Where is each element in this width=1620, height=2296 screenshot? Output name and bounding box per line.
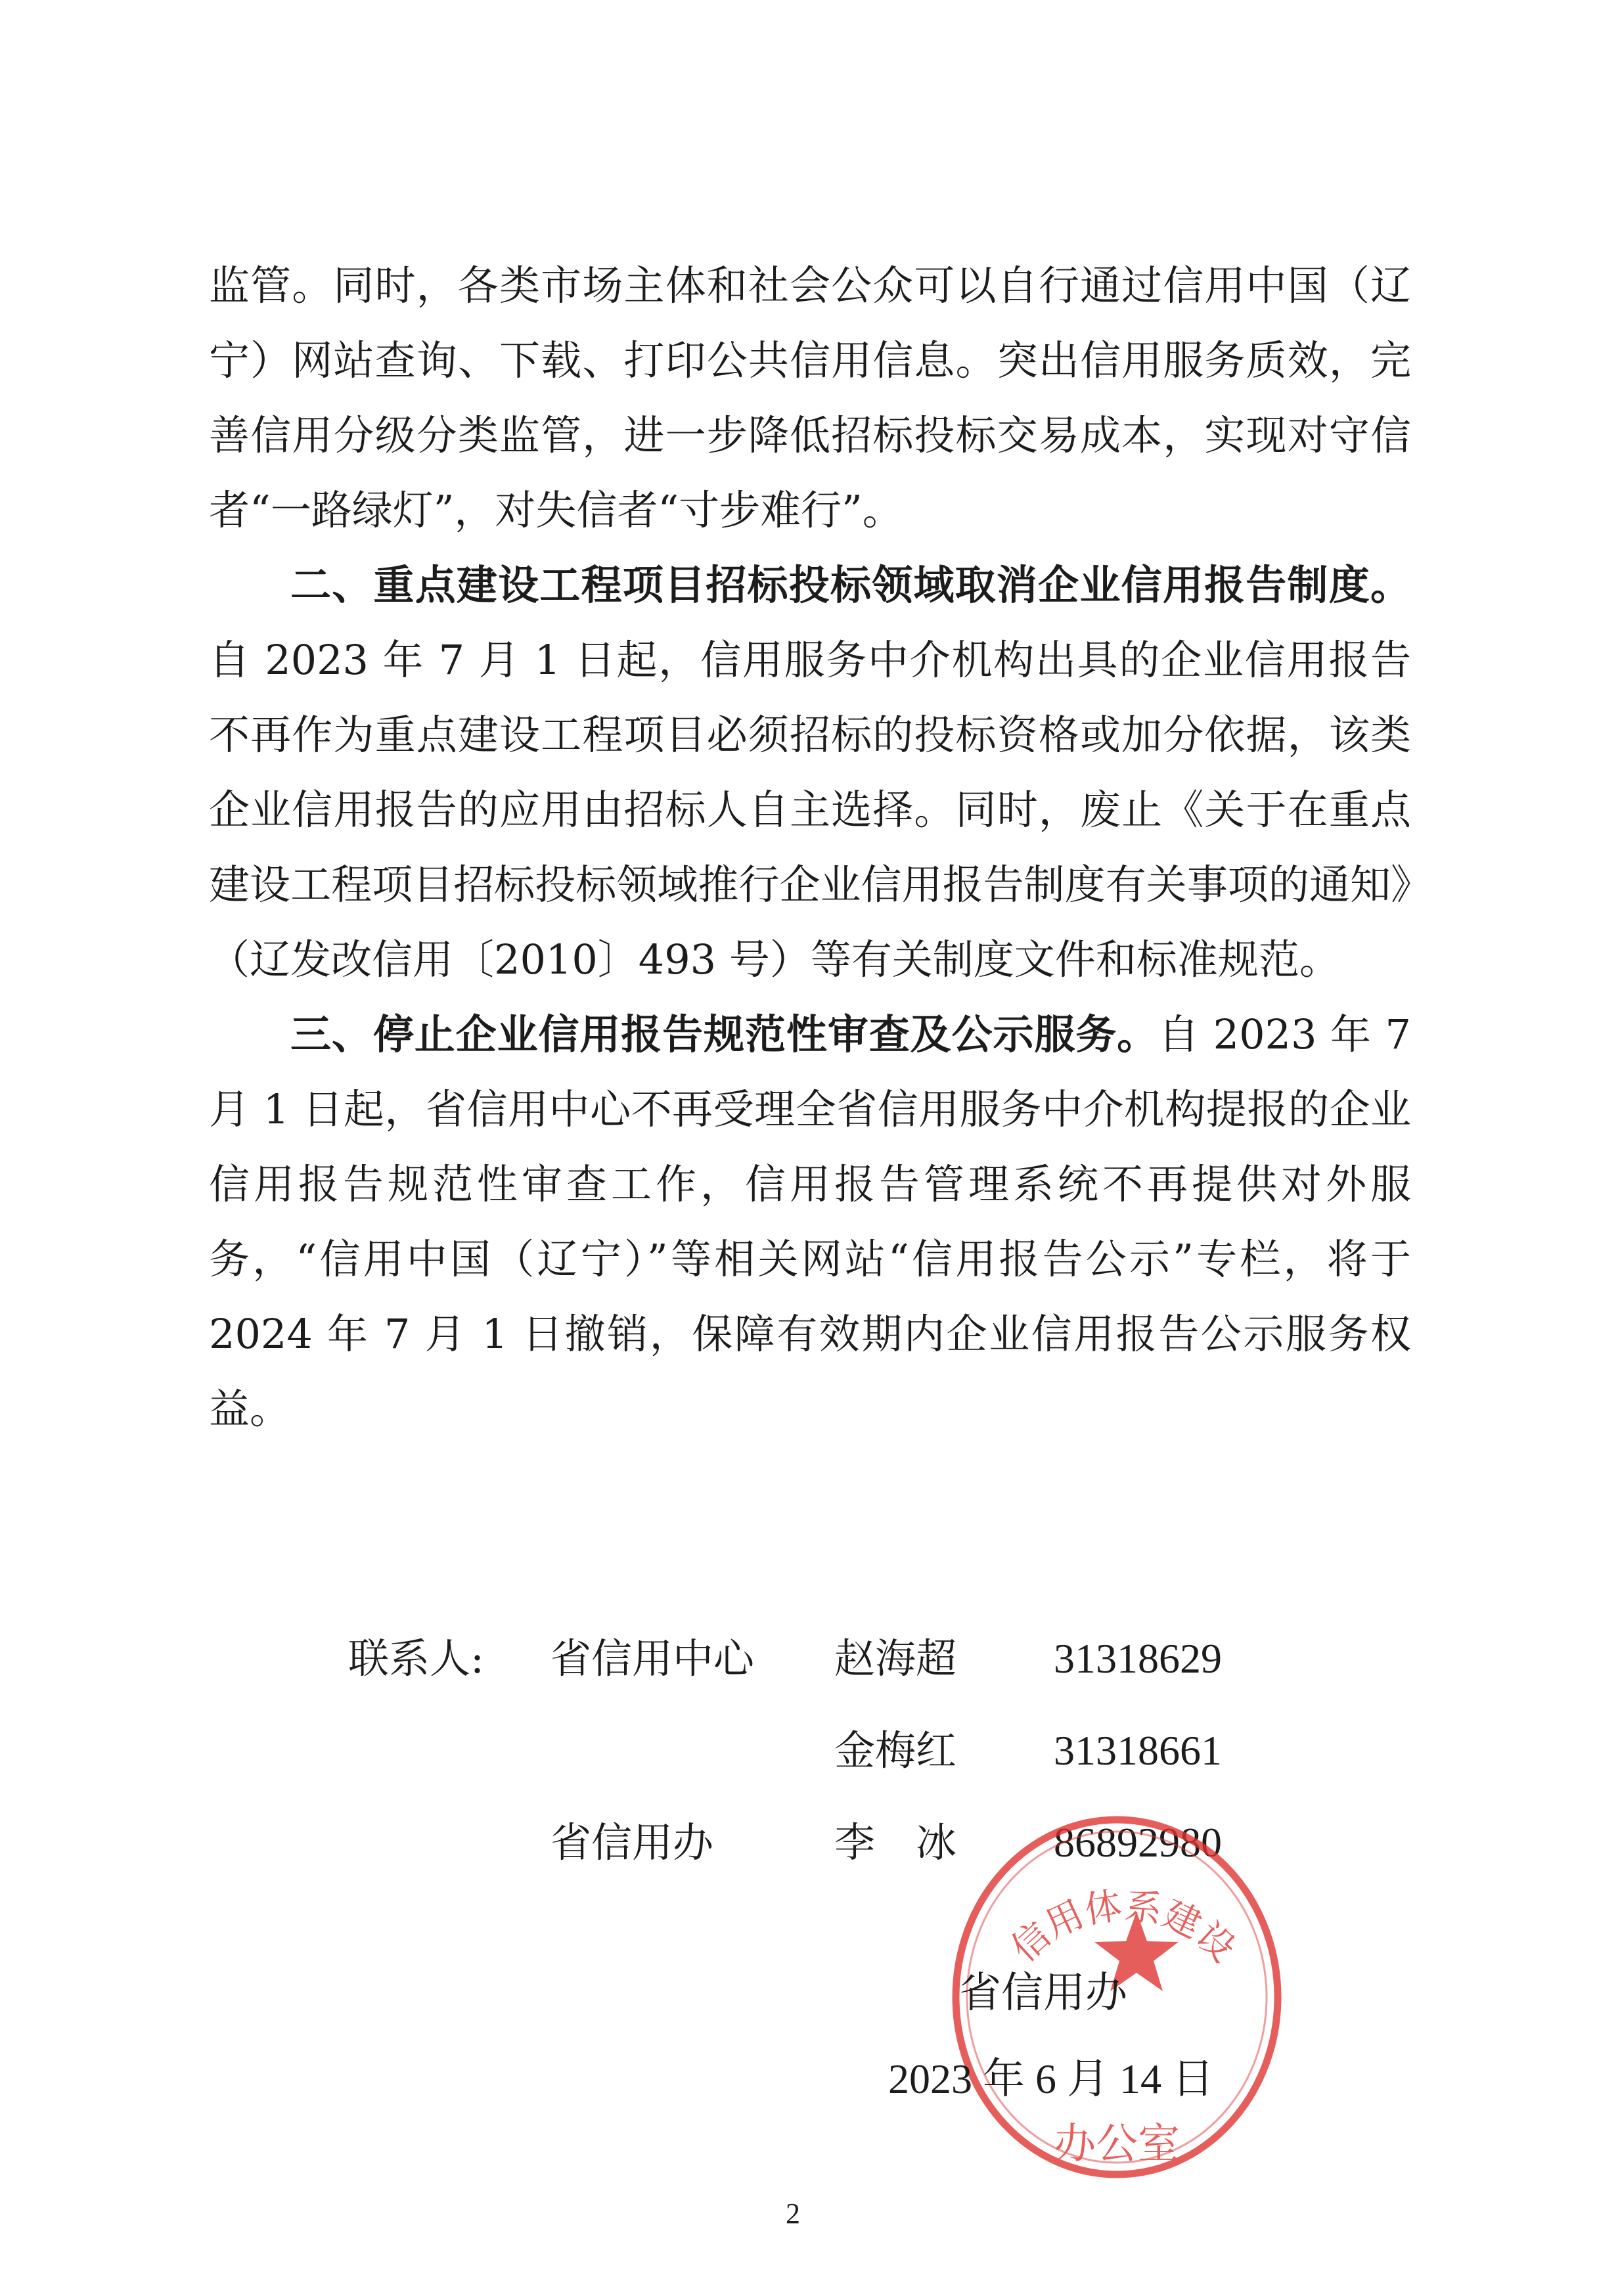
contact-row-2: [0, 1721, 1620, 1780]
contact-name: 金梅红: [834, 1726, 957, 1774]
signature-date: 2023 年 6 月 14 日: [888, 2056, 1214, 2102]
contact-org: 省信用中心: [551, 1634, 755, 1682]
contact-label: 联系人:: [348, 1634, 484, 1682]
section-2-heading: 二、重点建设工程项目招标投标领域取消企业信用报告制度。: [290, 561, 1411, 609]
paragraph-1: [209, 248, 1411, 548]
document-body: [209, 248, 1411, 1447]
paragraph-3: [209, 997, 1411, 1447]
contact-row-1: [0, 1629, 1620, 1688]
paragraph-2-text: 自 2023 年 7 月 1 日起，信用服务中介机构出具的企业信用报告不再作为重点建设工程项目必须招标的投标资格或加分依据，该类企业信用报告的应用由招标人自主选择。同时，废止《关于在重点建设工程项目招标投标领域推行企业信用报告制度有关事项的通知》（辽发改信用〔2010〕493 号）等有关制度文件和标准规范。: [209, 636, 1411, 983]
page-number: 2: [786, 2197, 800, 2230]
contact-name: 李 冰: [834, 1818, 957, 1866]
contact-row-3: [0, 1813, 1620, 1872]
contact-name: 赵海超: [834, 1634, 957, 1682]
seal-bottom-text: 办公室: [1054, 2120, 1180, 2169]
contact-phone: 86892980: [1054, 1819, 1222, 1866]
contact-phone: 31318661: [1054, 1727, 1222, 1774]
paragraph-2: [209, 548, 1411, 997]
section-3-heading: 三、停止企业信用报告规范性审查及公示服务。: [290, 1010, 1159, 1058]
signature-org: 省信用办: [959, 1969, 1127, 2017]
paragraph-1-text: 监管。同时，各类市场主体和社会公众可以自行通过信用中国（辽宁）网站查询、下载、打印公共信用信息。突出信用服务质效，完善信用分级分类监管，进一步降低招标投标交易成本，实现对守信者“一路绿灯”，对失信者“寸步难行”。: [209, 261, 1411, 534]
contact-org: 省信用办: [551, 1818, 714, 1866]
contact-phone: 31318629: [1054, 1635, 1222, 1682]
seal-top-text: 信用体系建设: [1003, 1884, 1244, 1971]
paragraph-3-text: 自 2023 年 7 月 1 日起，省信用中心不再受理全省信用服务中介机构提报的企业信用报告规范性审查工作，信用报告管理系统不再提供对外服务，“信用中国（辽宁）”等相关网站“信用报告公示”专栏，将于 2024 年 7 月 1 日撤销，保障有效期内企业信用报告公示服务权益。: [209, 1010, 1411, 1433]
